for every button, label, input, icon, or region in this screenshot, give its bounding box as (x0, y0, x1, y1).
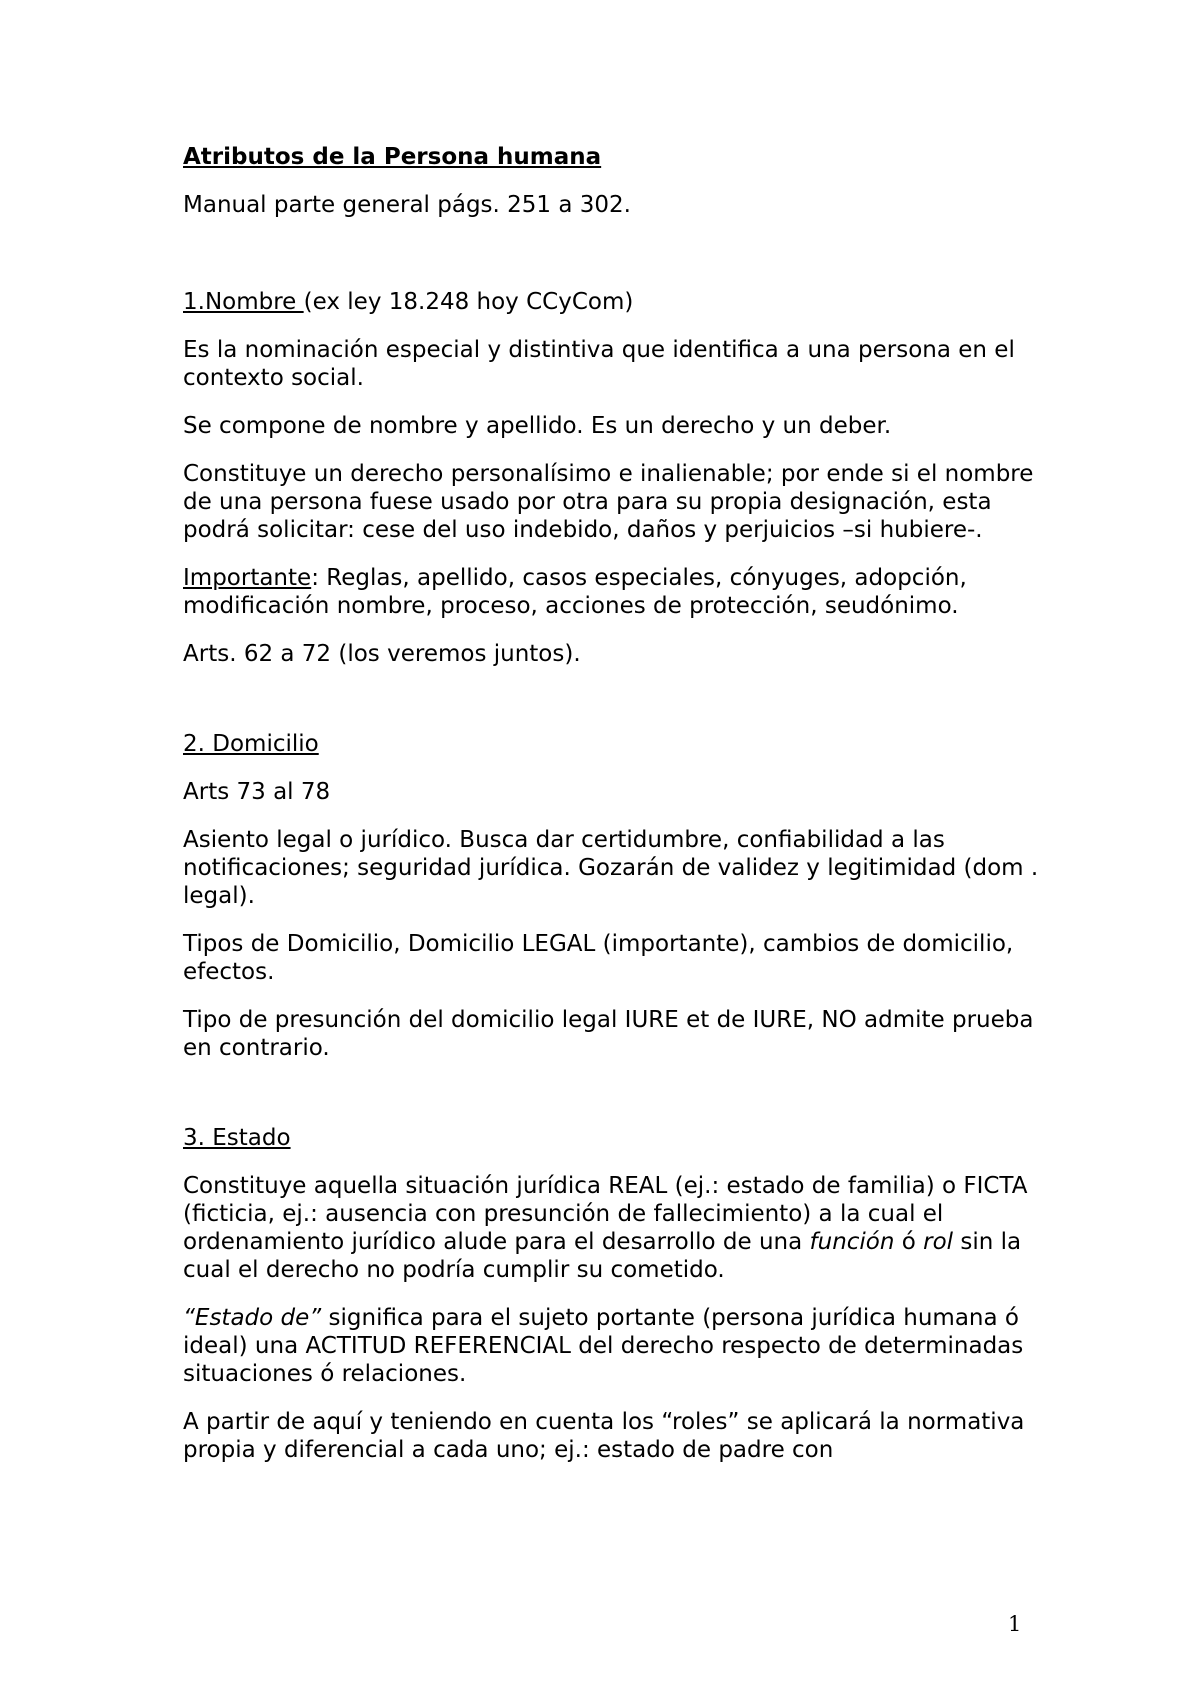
section-heading-estado: 3. Estado (183, 1125, 291, 1151)
important-text: : Reglas, apellido, casos especiales, cónyuges, adopción, modificación nombre, proceso, acciones de protección, seudónimo. (183, 565, 967, 619)
reference-line: Manual parte general págs. 251 a 302. (183, 192, 631, 218)
nombre-paragraph-3: Constituye un derecho personalísimo e inalienable; por ende si el nombre de una persona fuese usado por otra para su propia designación, esta podrá solicitar: cese del uso indebido, daños y perjuicios –si hubiere-. (183, 461, 1034, 543)
nombre-important (183, 564, 1043, 620)
estado-p1-text: Constituye aquella situación jurídica REAL (ej.: estado de familia) o FICTA (ficticia, ej.: ausencia con presunción de fallecimiento) a la cual el ordenamiento jurídico alude para el desarrollo de una (183, 1173, 1028, 1255)
estado-p1-middle: ó (894, 1229, 924, 1255)
estado-p1-end: sin la cual el derecho no podría cumplir su cometido. (183, 1229, 1022, 1283)
domicilio-paragraph-3: Tipos de Domicilio, Domicilio LEGAL (importante), cambios de domicilio, efectos. (183, 931, 1014, 985)
domicilio-paragraph-1: Arts 73 al 78 (183, 779, 331, 805)
estado-p2-text: significa para el sujeto portante (persona jurídica humana ó ideal) una ACTITUD REFERENCIAL del derecho respecto de determinadas situaciones ó relaciones. (183, 1305, 1024, 1387)
nombre-paragraph-1: Es la nominación especial y distintiva que identifica a una persona en el contexto social. (183, 337, 1015, 391)
estado-paragraph-1 (183, 1172, 1043, 1284)
section-heading-nombre-label: 1.Nombre (183, 289, 304, 315)
section-heading-domicilio: 2. Domicilio (183, 731, 319, 757)
nombre-paragraph-2: Se compone de nombre y apellido. Es un derecho y un deber. (183, 413, 892, 439)
nombre-articles: Arts. 62 a 72 (los veremos juntos). (183, 641, 581, 667)
estado-paragraph-3: A partir de aquí y teniendo en cuenta los “roles” se aplicará la normativa propia y diferencial a cada uno; ej.: estado de padre con (183, 1409, 1025, 1463)
section-heading-nombre (183, 288, 1043, 316)
estado-p1-italic-funcion: función (809, 1229, 895, 1255)
domicilio-paragraph-4: Tipo de presunción del domicilio legal IURE et de IURE, NO admite prueba en contrario. (183, 1007, 1034, 1061)
document-body (183, 143, 1043, 1484)
document-title: Atributos de la Persona humana (183, 144, 602, 170)
estado-p2-italic: “Estado de” (183, 1305, 322, 1331)
domicilio-paragraph-2: Asiento legal o jurídico. Busca dar certidumbre, confiabilidad a las notificaciones; seguridad jurídica. Gozarán de validez y legitimidad (dom . legal). (183, 827, 1039, 909)
section-heading-nombre-suffix: (ex ley 18.248 hoy CCyCom) (303, 289, 634, 315)
estado-paragraph-2 (183, 1304, 1043, 1388)
page-number: 1 (1008, 1612, 1022, 1636)
estado-p1-italic-rol: rol (923, 1229, 954, 1255)
important-label: Importante (183, 565, 312, 591)
